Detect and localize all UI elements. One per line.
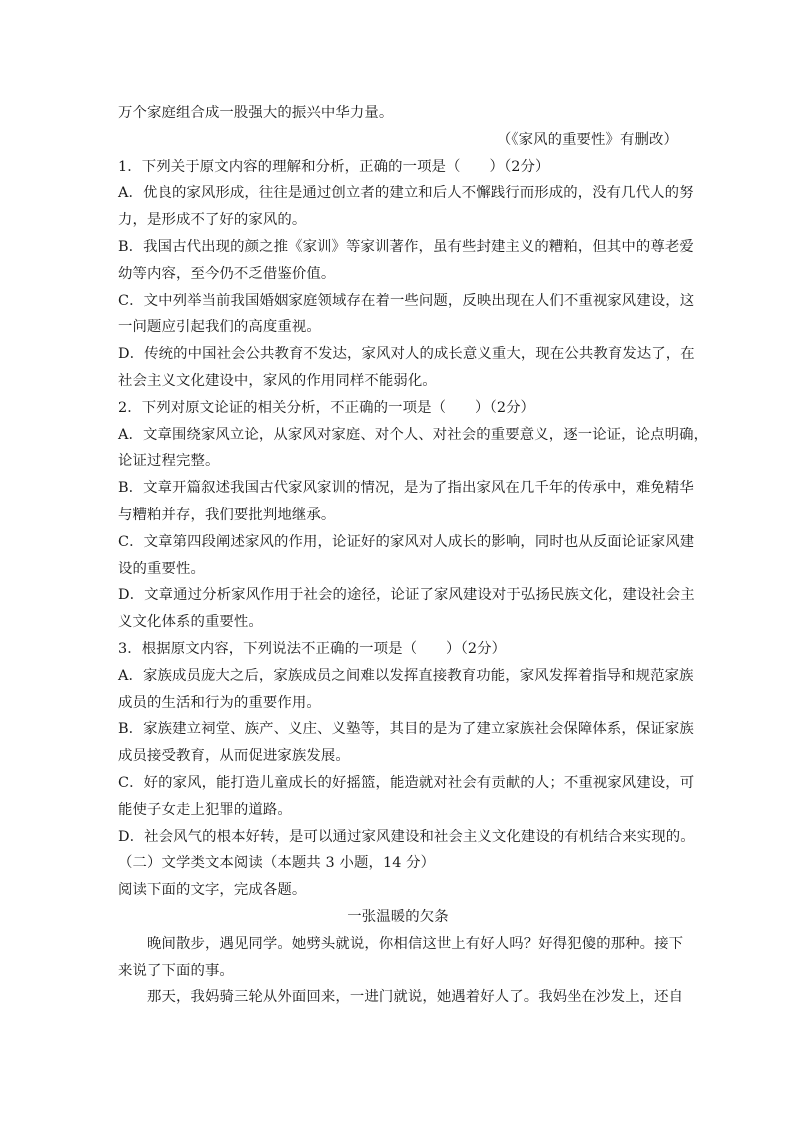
q3-option-c-cont: 能使子女走上犯罪的道路。 [118, 801, 292, 818]
q3-option-d: D．社会风气的根本好转，是可以通过家风建设和社会主义文化建设的有机结合来实现的。 [118, 828, 695, 845]
question-1: 1．下列关于原文内容的理解和分析，正确的一项是（ ）（2分） [118, 158, 550, 175]
q1-option-c-cont: 一问题应引起我们的高度重视。 [118, 319, 321, 336]
q1-option-a-cont: 力，是形成不了好的家风的。 [118, 212, 307, 229]
document-body [118, 100, 709, 1011]
q1-option-d: D．传统的中国社会公共教育不发达，家风对人的成长意义重大，现在公共教育发达了，在 [118, 346, 695, 363]
q1-option-a: A．优良的家风形成，往往是通过创立者的建立和后人不懈践行而形成的，没有几代人的努 [118, 185, 694, 202]
reading-instruction: 阅读下面的文字，完成各题。 [118, 882, 307, 899]
q3-option-c: C．好的家风，能打造儿童成长的好摇篮，能造就对社会有贡献的人；不重视家风建设，可 [118, 774, 695, 791]
q2-option-a: A．文章围绕家风立论，从家风对家庭、对个人、对社会的重要意义，逐一论证，论点明确， [118, 426, 709, 443]
q2-option-a-cont: 论证过程完整。 [118, 453, 220, 470]
q3-option-b-cont: 成员接受教育，从而促进家族发展。 [118, 748, 350, 765]
q1-option-c: C．文中列举当前我国婚姻家庭领域存在着一些问题，反映出现在人们不重视家风建设，这 [118, 292, 695, 309]
q2-option-b-cont: 与糟粕并存，我们要批判地继承。 [118, 506, 336, 523]
q1-option-d-cont: 社会主义文化建设中，家风的作用同样不能弱化。 [118, 372, 437, 389]
section-heading: （二）文学类文本阅读（本题共 3 小题，14 分） [118, 855, 436, 872]
story-paragraph-1-cont: 来说了下面的事。 [118, 962, 234, 979]
q3-option-b: B．家族建立祠堂、族产、义庄、义塾等，其目的是为了建立家族社会保障体系，保证家族 [118, 721, 694, 738]
q2-option-c: C．文章第四段阐述家风的作用，论证好的家风对人成长的影响，同时也从反面论证家风建 [118, 533, 695, 550]
story-title: 一张温暖的欠条 [347, 908, 449, 925]
q2-option-d: D．文章通过分析家风作用于社会的途径，论证了家风建设对于弘扬民族文化，建设社会主 [118, 587, 695, 604]
story-paragraph-2: 那天，我妈骑三轮从外面回来，一进门就说，她遇着好人了。我妈坐在沙发上，还自 [147, 989, 684, 1006]
source-citation: （《家风的重要性》有删改） [496, 131, 678, 148]
question-3: 3．根据原文内容，下列说法不正确的一项是（ ）（2分） [118, 640, 507, 657]
q2-option-d-cont: 义文化体系的重要性。 [118, 614, 263, 631]
q1-option-b: B．我国古代出现的颜之推《家训》等家训著作，虽有些封建主义的糟粕，但其中的尊老爱 [118, 238, 694, 255]
q3-option-a-cont: 成员的生活和行为的重要作用。 [118, 694, 321, 711]
q2-option-b: B．文章开篇叙述我国古代家风家训的情况，是为了指出家风在几千年的传承中，难免精华 [118, 480, 694, 497]
question-2: 2．下列对原文论证的相关分析，不正确的一项是（ ）（2分） [118, 399, 536, 416]
q2-option-c-cont: 设的重要性。 [118, 560, 205, 577]
q1-option-b-cont: 幼等内容，至今仍不乏借鉴价值。 [118, 265, 336, 282]
story-paragraph-1: 晚间散步，遇见同学。她劈头就说，你相信这世上有好人吗？好得犯傻的那种。接下 [147, 935, 684, 952]
q3-option-a: A．家族成员庞大之后，家族成员之间难以发挥直接教育功能，家风发挥着指导和规范家族 [118, 667, 694, 684]
text-line: 万个家庭组合成一股强大的振兴中华力量。 [118, 105, 394, 121]
